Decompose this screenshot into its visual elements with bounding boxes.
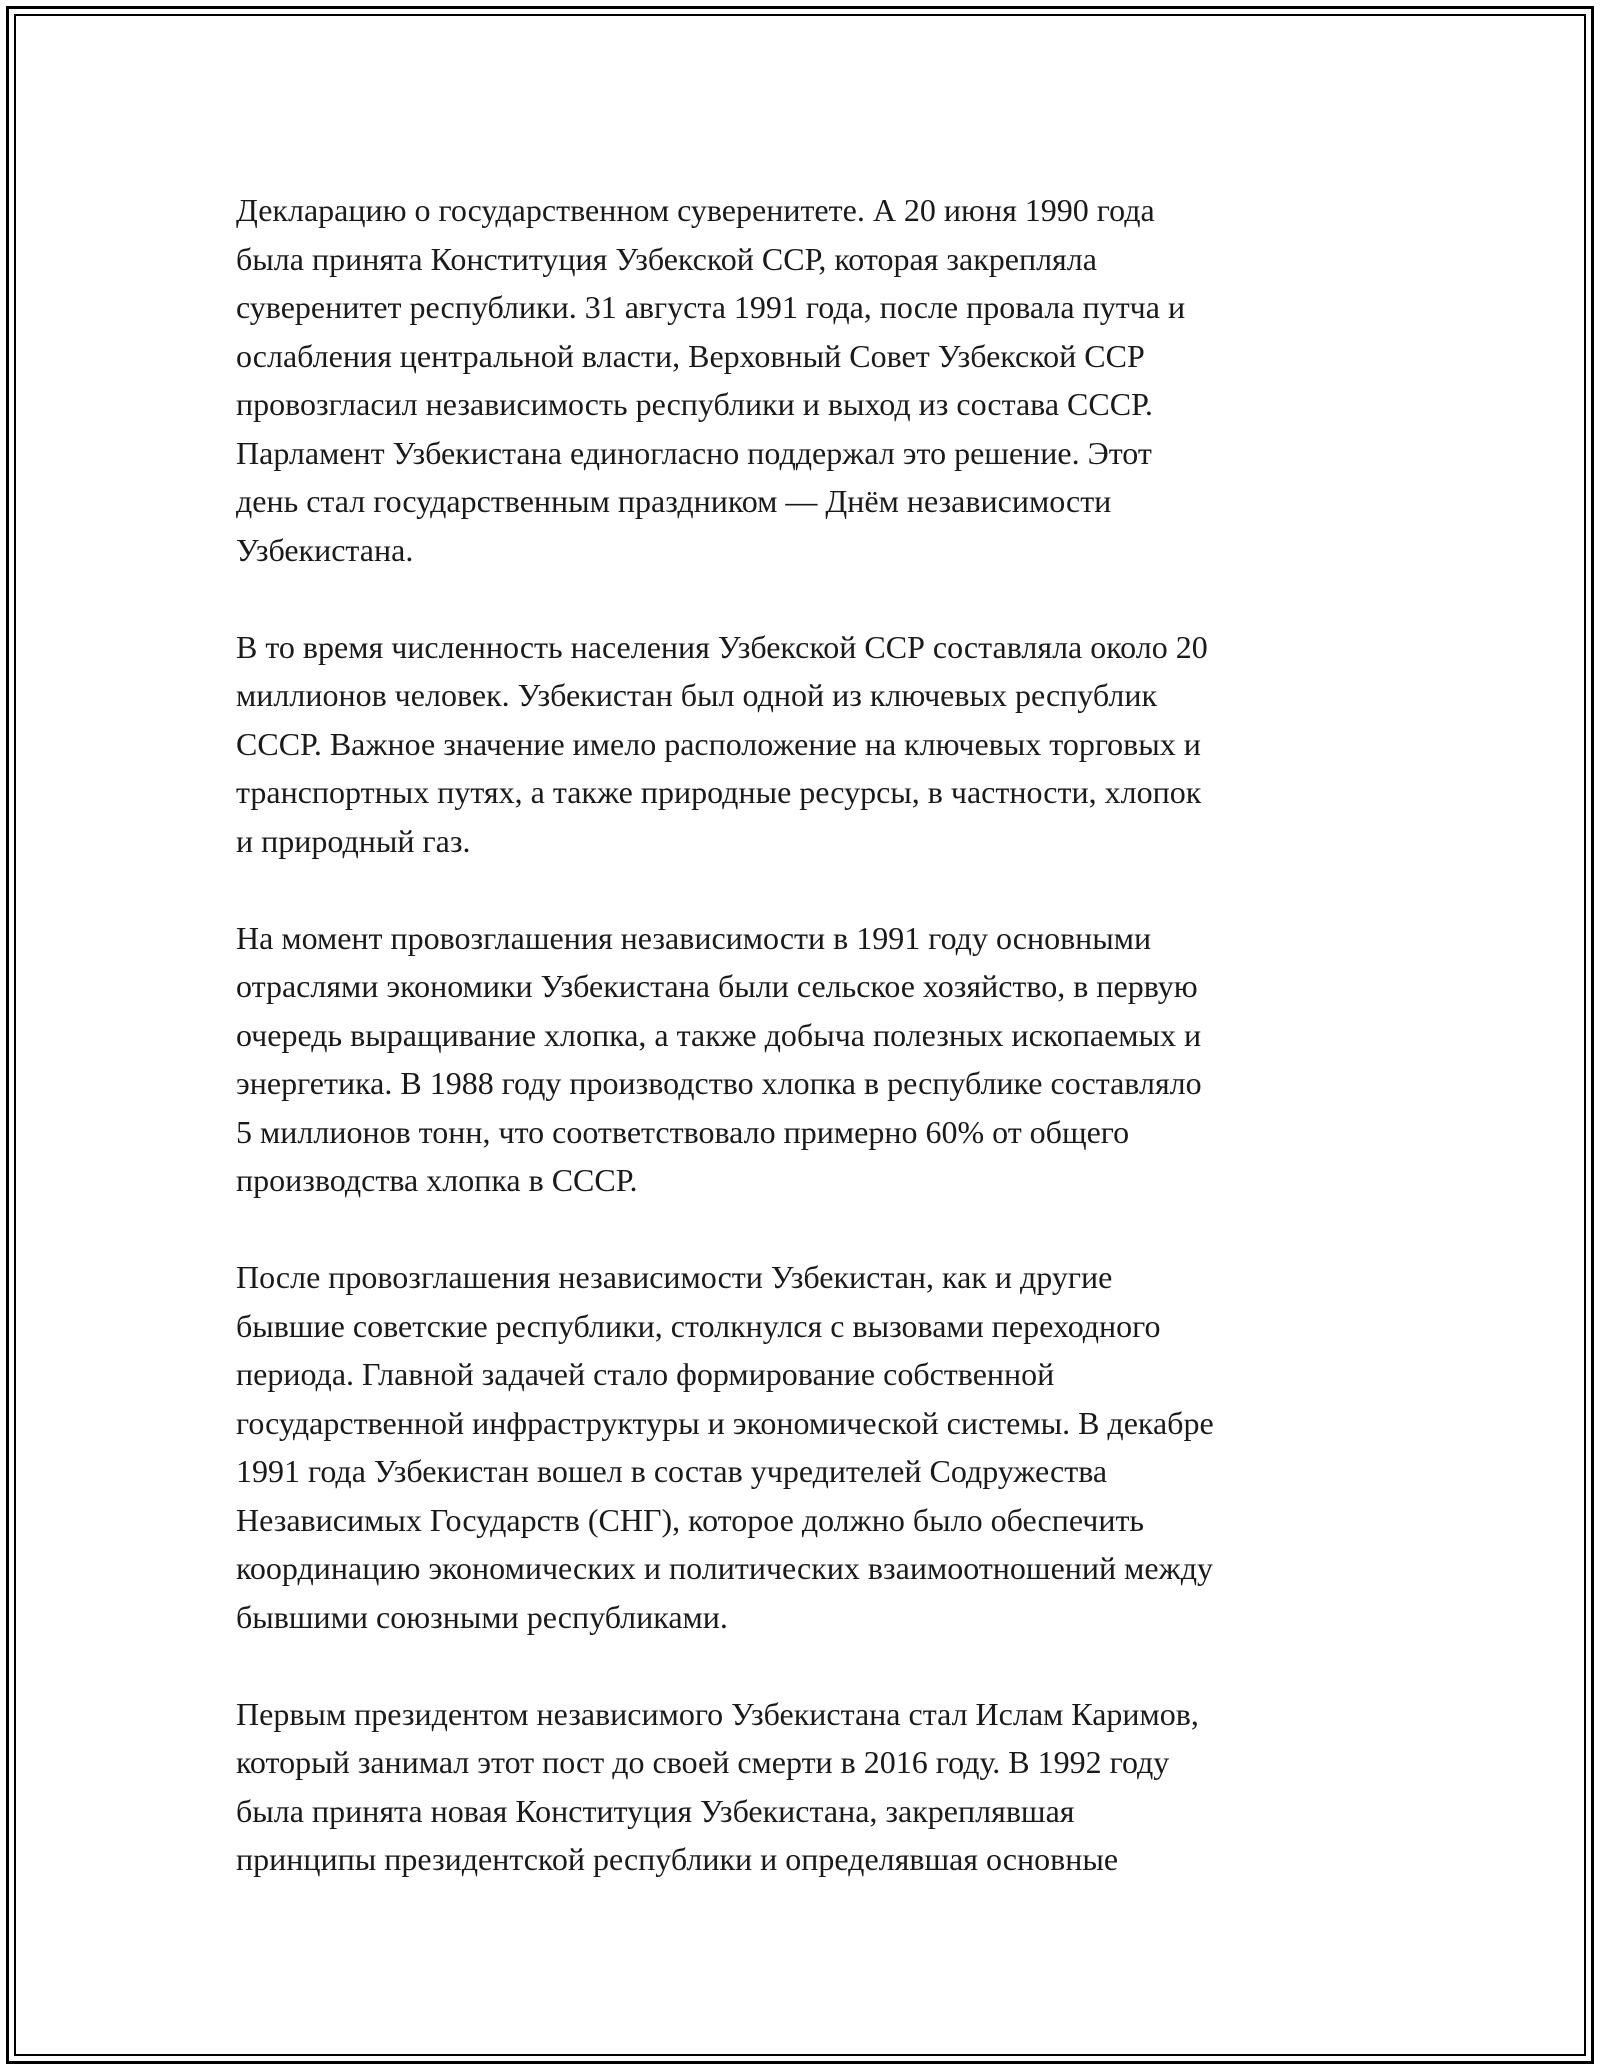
document-body [236,186,1376,1884]
paragraph-5: Первым президентом независимого Узбекистана стал Ислам Каримов, который занимал этот пост до своей смерти в 2016 году. В 1992 году была принята новая Конституция Узбекистана, закреплявшая принципы президентской республики и определявшая основные [236,1695,1199,1877]
paragraph-2: В то время численность населения Узбекской ССР составляла около 20 миллионов человек. Узбекистан был одной из ключевых республик СССР. Важное значение имело расположение на ключевых торговых и транспортных путях, а также природные ресурсы, в частности, хлопок и природный газ. [236,628,1208,859]
paragraph-1: Декларацию о государственном суверенитете. А 20 июня 1990 года была принята Конституция Узбекской ССР, которая закрепляла суверенитет республики. 31 августа 1991 года, после провала путча и ослабления центральной власти, Верховный Совет Узбекской ССР провозгласил независимость республики и выход из состава СССР. Парламент Узбекистана единогласно поддержал это решение. Этот день стал государственным праздником — Днём независимости Узбекистана. [236,192,1186,568]
paragraph-4: После провозглашения независимости Узбекистан, как и другие бывшие советские республики, столкнулся с вызовами переходного периода. Главной задачей стало формирование собственной государственной инфраструктуры и экономической системы. В декабре 1991 года Узбекистан вошел в состав учредителей Содружества Независимых Государств (СНГ), которое должно было обеспечить координацию экономических и политических взаимоотношений между бывшими союзными республиками. [236,1259,1214,1635]
paragraph-3: На момент провозглашения независимости в 1991 году основными отраслями экономики Узбекистана были сельское хозяйство, в первую очередь выращивание хлопка, а также добыча полезных ископаемых и энергетика. В 1988 году производство хлопка в республике составляло 5 миллионов тонн, что соответствовало примерно 60% от общего производства хлопка в СССР. [236,919,1202,1198]
